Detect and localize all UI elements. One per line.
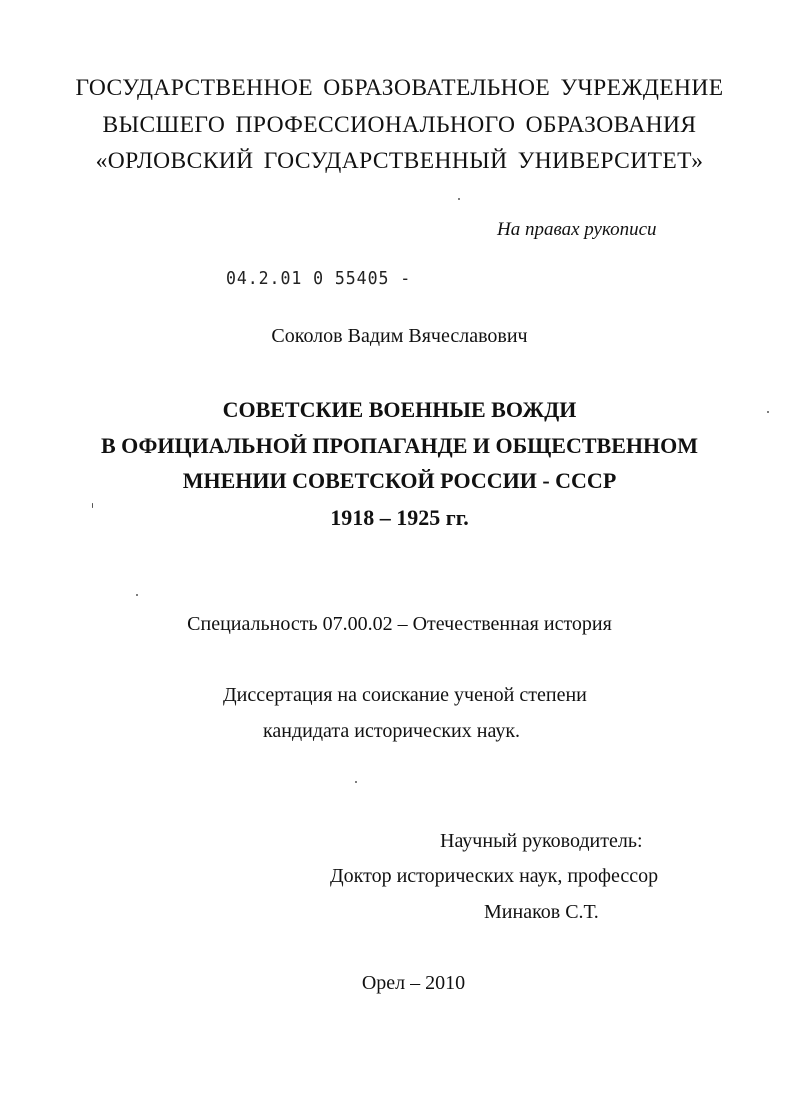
scan-speck (767, 411, 769, 413)
scan-speck (136, 594, 138, 596)
author-name: Соколов Вадим Вячеславович (271, 325, 528, 347)
degree-line-1: Диссертация на соискание ученой степени (223, 684, 587, 706)
institution-line-1: ГОСУДАРСТВЕННОЕ ОБРАЗОВАТЕЛЬНОЕ УЧРЕЖДЕНИЕ (75, 75, 724, 101)
supervisor-label: Научный руководитель: (440, 830, 643, 852)
scan-speck (458, 198, 460, 200)
institution-line-2: ВЫСШЕГО ПРОФЕССИОНАЛЬНОГО ОБРАЗОВАНИЯ (102, 112, 697, 138)
degree-line-2: кандидата исторических наук. (263, 720, 521, 742)
title-years: 1918 – 1925 гг. (330, 505, 469, 530)
institution-line-3: «ОРЛОВСКИЙ ГОСУДАРСТВЕННЫЙ УНИВЕРСИТЕТ» (95, 148, 704, 174)
scan-speck (355, 781, 357, 783)
place-and-year: Орел – 2010 (361, 972, 466, 994)
title-line-1: СОВЕТСКИЕ ВОЕННЫЕ ВОЖДИ (222, 397, 577, 422)
title-line-3: МНЕНИИ СОВЕТСКОЙ РОССИИ - СССР (182, 468, 617, 493)
specialty: Специальность 07.00.02 – Отечественная история (187, 613, 612, 635)
scan-speck (92, 503, 93, 508)
library-stamp-number: 04.2.01 0 55405 - (226, 268, 412, 289)
supervisor-name: Минаков С.Т. (484, 901, 599, 923)
manuscript-rights-note: На правах рукописи (497, 219, 657, 240)
supervisor-title: Доктор исторических наук, профессор (330, 865, 659, 887)
title-line-2: В ОФИЦИАЛЬНОЙ ПРОПАГАНДЕ И ОБЩЕСТВЕННОМ (100, 433, 698, 458)
